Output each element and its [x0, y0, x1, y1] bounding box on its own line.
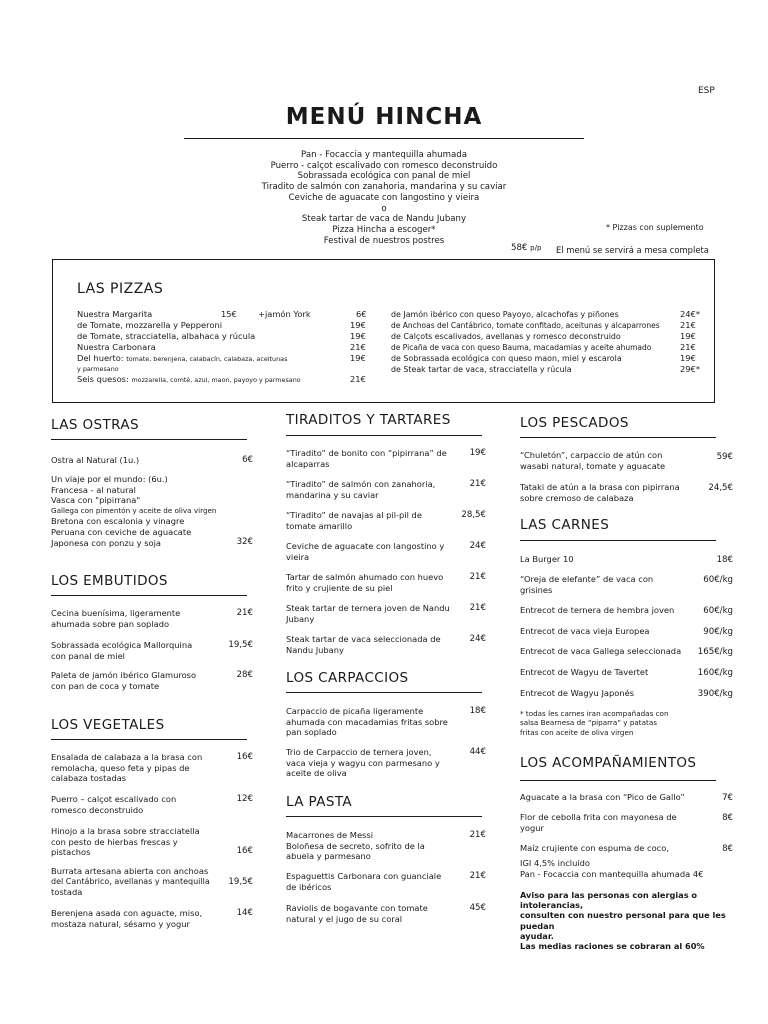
pizza-price: 19€ [350, 353, 366, 363]
menu-item [51, 794, 231, 815]
menu-item-line: Ceviche de aguacate con langostino y [286, 541, 445, 551]
menu-item-price: 60€/kg [703, 575, 733, 585]
menu-item-price: 19,5€ [228, 877, 253, 887]
menu-item-line: alcaparras [286, 458, 330, 469]
menu-item-price: 16€ [236, 846, 253, 856]
menu-item-line: romesco deconstruido [51, 804, 144, 815]
menu-item [286, 634, 461, 655]
menu-item: Entrecot de vaca vieja Europea [520, 626, 650, 636]
menu-item-line: tomate amarillo [286, 520, 353, 531]
menu-item-line: abuela y parmesano [286, 851, 371, 862]
menu-item-price: 16€ [236, 752, 253, 762]
menu-item-price: 21€ [469, 871, 486, 881]
menu-item [286, 747, 461, 779]
menu-item [286, 448, 461, 469]
menu-item-line: Peruana con ceviche de aguacate [51, 526, 192, 537]
pizza-item: de Jamón ibérico con queso Payoyo, alcachofas y piñones [391, 310, 619, 319]
menu-item [520, 574, 690, 595]
section-divider [286, 435, 482, 436]
menu-item-price: 19€ [469, 448, 486, 458]
menu-item-price: 14€ [236, 908, 253, 918]
menu-item [286, 572, 461, 593]
menu-item-line: Espaguettis Carbonara con guanciale [286, 871, 442, 881]
language-label[interactable]: ESP [698, 86, 715, 96]
menu-course: Ceviche de aguacate con langostino y vieira [288, 192, 480, 203]
menu-item [51, 640, 231, 661]
menu-item [51, 608, 231, 629]
allergy-line: consulten con nuestro personal para que les puedan [520, 910, 726, 931]
menu-item-line: con pan de coca y tomate [51, 680, 160, 691]
allergy-note [520, 890, 760, 951]
menu-item-line: Paleta de jamón ibérico Glamuroso [51, 670, 197, 680]
menu-item-line: sobre cremoso de calabaza [520, 492, 634, 503]
menu-item [51, 474, 236, 548]
menu-item-price: 21€ [469, 830, 486, 840]
menu-course: Festival de nuestros postres [323, 235, 445, 246]
menu-item-price: 8€ [722, 813, 733, 823]
menu-price-unit: p/p [530, 244, 542, 252]
menu-item: Entrecot de Wagyu de Tavertet [520, 667, 649, 677]
menu-item [51, 752, 231, 784]
menu-item-line: tostada [51, 887, 83, 898]
pizza-desc: tomate, berenjena, calabacín, calabaza, aceitunas [126, 355, 288, 363]
menu-item-line: “Tiradito” de navajas al pil-pil de [286, 510, 422, 520]
menu-item-price: 45€ [469, 903, 486, 913]
menu-item-line: Puerro – calçot escalivado con [51, 794, 177, 804]
section-title-pescados: LOS PESCADOS [520, 415, 629, 431]
pizza-price: 19€ [350, 320, 366, 330]
menu-item-line: ahumada con macadamias fritas sobre [286, 716, 448, 727]
pizza-desc: mozzarella, comté, azul, maon, payoyo y parmesano [131, 376, 301, 384]
section-title-embutidos: LOS EMBUTIDOS [51, 573, 168, 589]
menu-item-price: 60€/kg [703, 606, 733, 616]
section-title-vegetales: LOS VEGETALES [51, 717, 165, 733]
menu-item-price: 160€/kg [697, 668, 733, 678]
pizza-extra: +jamón York [258, 309, 311, 319]
menu-course: Steak tartar de vaca de Nandu Jubany [301, 214, 467, 225]
pizza-item: Nuestra Margarita [77, 309, 153, 319]
menu-item-line: Sobrassada ecológica Mallorquina [51, 640, 193, 650]
pizza-price: 21€ [680, 342, 696, 352]
menu-item-line: ahumada sobre pan soplado [51, 618, 170, 629]
section-divider [520, 540, 716, 541]
supplement-note: * Pizzas con suplemento [606, 223, 704, 232]
section-divider [520, 780, 716, 781]
pizza-name: Del huerto: [77, 353, 124, 363]
meats-note [520, 709, 720, 737]
menu-item [520, 482, 700, 503]
menu-item-line: Raviolis de bogavante con tomate [286, 903, 428, 913]
menu-item-price: 8€ [722, 844, 733, 854]
note-line: * todas les carnes iran acompañadas con [520, 709, 669, 718]
menu-item-line: vieira [286, 551, 310, 562]
menu-course: Pizza Hincha a escoger* [332, 224, 436, 235]
menu-item: Entrecot de ternera de hembra joven [520, 605, 675, 615]
menu-item [51, 826, 231, 858]
section-divider [520, 437, 716, 438]
menu-price-value: 58€ [511, 243, 528, 253]
menu-course: o [381, 203, 387, 214]
menu-item-line: mandarina y su caviar [286, 489, 379, 500]
table-note: El menú se servirá a mesa completa [556, 245, 709, 255]
menu-item-line: con panal de miel [51, 650, 125, 661]
pizza-item: de Tomate, stracciatella, albahaca y rúcula [77, 331, 256, 341]
menu-item-price: 18€ [469, 706, 486, 716]
menu-item-line: Vasca con "pipirrana" [51, 495, 141, 506]
menu-item-line: Hinojo a la brasa sobre stracciatella [51, 826, 200, 836]
menu-item-price: 18€ [716, 555, 733, 565]
menu-item-price: 165€/kg [697, 647, 733, 657]
menu-item-line: “Tiradito” de salmón con zanahoria, [286, 479, 436, 489]
igi-note: IGI 4,5% incluido [520, 858, 591, 868]
menu-item-line: Jubany [286, 613, 315, 624]
menu-item-line: “Chuletón”, carpaccio de atún con [520, 450, 663, 460]
menu-item-line: Bretona con escalonia y vinagre [51, 516, 185, 527]
section-title-carnes: LAS CARNES [520, 517, 610, 533]
menu-item-line: remolacha, queso feta y pipas de [51, 762, 190, 773]
menu-item-price: 7€ [722, 793, 733, 803]
menu-item [286, 479, 461, 500]
pizza-name: Seis quesos: [77, 374, 129, 384]
menu-item-line: aceite de oliva [286, 768, 347, 779]
section-divider [51, 439, 247, 440]
menu-item-price: 90€/kg [703, 627, 733, 637]
section-title-carpaccios: LOS CARPACCIOS [286, 670, 409, 686]
menu-hincha-courses [234, 150, 534, 246]
menu-item-price: 12€ [236, 794, 253, 804]
menu-item-line: Carpaccio de picaña ligeramente [286, 706, 424, 716]
menu-item: Aguacate a la brasa con “Pico de Gallo” [520, 792, 685, 802]
menu-item-line: vaca vieja y wagyu con parmesano y [286, 757, 440, 768]
pizza-price: 15€ [221, 309, 237, 319]
pizza-item: de Sobrassada ecológica con queso maon, miel y escarola [391, 354, 622, 363]
menu-item-line: yogur [520, 822, 544, 833]
menu-item-line: pistachos [51, 847, 91, 858]
menu-item [286, 903, 461, 924]
menu-item-line: “Oreja de elefante” de vaca con [520, 574, 654, 584]
menu-item-line: natural y el jugo de su coral [286, 913, 403, 924]
allergy-line: Aviso para las personas con alergias o intolerancias, [520, 890, 698, 911]
allergy-line: ayudar. [520, 930, 554, 941]
section-divider [286, 692, 482, 693]
section-divider [51, 595, 247, 596]
pizza-item: Nuestra Carbonara [77, 342, 156, 352]
menu-item-line: Japonesa con ponzu y soja [51, 537, 162, 548]
page-title: MENÚ HINCHA [285, 104, 483, 130]
menu-item-line: wasabi natural, tomate y aguacate [520, 460, 666, 471]
pizza-price: 21€ [350, 374, 366, 384]
menu-item-line: Cecina buenísima, ligeramente [51, 608, 181, 618]
title-divider [184, 138, 584, 139]
note-line: salsa Bearnesa de “piparra” y patatas [520, 718, 657, 728]
menu-item [51, 670, 231, 691]
pizza-item: de Anchoas del Cantábrico, tomate confitado, aceitunas y alcaparrones [391, 321, 660, 330]
menu-item-line: Burrata artesana abierta con anchoas [51, 866, 209, 876]
menu-item-price: 21€ [469, 603, 486, 613]
menu-item-price: 21€ [469, 572, 486, 582]
menu-item-line: Francesa - al natural [51, 484, 136, 495]
menu-item-line: “Tiradito” de bonito con “pipirrana” de [286, 448, 447, 458]
section-title-ostras: LAS OSTRAS [51, 417, 140, 433]
menu-item-line: del Cantábrico, avellanas y mantequilla [51, 876, 210, 886]
menu-item [286, 830, 461, 862]
menu-item-line: Steak tartar de vaca seleccionada de [286, 634, 441, 644]
menu-item: La Burger 10 [520, 554, 574, 564]
menu-item-line: mostaza natural, sésamo y yogur [51, 918, 190, 929]
menu-item-price: 32€ [236, 537, 253, 547]
menu-course: Sobrassada ecológica con panal de miel [297, 171, 471, 182]
menu-item: Maíz crujiente con espuma de coco, [520, 843, 669, 853]
menu-item-line: Flor de cebolla frita con mayonesa de [520, 812, 677, 822]
section-title-pasta: LA PASTA [286, 794, 353, 810]
menu-item-line: pan soplado [286, 727, 337, 738]
menu-item-line: con pesto de hierbas frescas y [51, 836, 178, 847]
pizzas-title: LAS PIZZAS [77, 281, 164, 297]
pizza-item: de Steak tartar de vaca, stracciatella y rúcula [391, 365, 572, 374]
pizza-price: 29€* [680, 364, 700, 374]
half-portion-note: Las medias raciones se cobraran al 60% [520, 941, 705, 952]
section-divider [286, 816, 482, 817]
menu-item-line: Steak tartar de ternera joven de Nandu [286, 603, 450, 613]
menu-item [286, 603, 461, 624]
menu-item-line: Berenjena asada con aguacte, miso, [51, 908, 203, 918]
menu-item [51, 866, 231, 898]
menu-item [286, 871, 461, 892]
menu-item [286, 510, 461, 531]
menu-item [520, 812, 700, 833]
menu-item-price: 21€ [469, 479, 486, 489]
menu-item-line: Tartar de salmón ahumado con huevo [286, 572, 444, 582]
menu-item-line: Tataki de atún a la brasa con pipirrana [520, 482, 680, 492]
section-divider [51, 739, 247, 740]
menu-course: Puerro - calçot escalivado con romesco deconstruido [270, 160, 498, 171]
menu-item [51, 908, 231, 929]
menu-item-line: Gallega con pimentón y aceite de oliva virgen [51, 505, 217, 515]
menu-item-line: Un viaje por el mundo: (6u.) [51, 474, 168, 484]
menu-item-price: 24,5€ [708, 483, 733, 493]
pizza-item: de Tomate, mozzarella y Pepperoni [77, 320, 223, 330]
pizza-price: 19€ [680, 353, 696, 363]
pizza-item: de Picaña de vaca con queso Bauma, macadamias y aceite ahumado [391, 343, 652, 352]
pizza-price: 24€* [680, 309, 700, 319]
menu-item-price: 28€ [236, 670, 253, 680]
menu-course: Tiradito de salmón con zanahoria, mandarina y su caviar [261, 182, 507, 193]
menu-item [520, 450, 700, 471]
menu-item-line: de ibéricos [286, 881, 332, 892]
pizza-desc: y parmesano [77, 365, 119, 373]
note-line: fritas con aceite de oliva virgen [520, 727, 634, 737]
menu-item-price: 59€ [716, 452, 733, 462]
menu-item-price: 24€ [469, 541, 486, 551]
menu-course: Pan - Focaccia y mantequilla ahumada [301, 150, 467, 160]
menu-item-price: 19,5€ [228, 640, 253, 650]
menu-item: Entrecot de vaca Gallega seleccionada [520, 646, 682, 656]
pizza-price: 21€ [350, 342, 366, 352]
menu-item: Entrecot de Wagyu Japonés [520, 688, 635, 698]
pizza-item [77, 374, 301, 386]
menu-item-line: Ensalada de calabaza a la brasa con [51, 752, 203, 762]
menu-item-line: Trio de Carpaccio de ternera joven, [286, 747, 432, 757]
pizza-item: de Calçots escalivados, avellanas y romesco deconstruido [391, 332, 621, 341]
menu-item-line: grisines [520, 584, 553, 595]
bread-note: Pan - Focaccia con mantequilla ahumada 4€ [520, 869, 704, 879]
menu-item-line: Nandu Jubany [286, 644, 344, 655]
section-title-acompanamientos: LOS ACOMPAÑAMIENTOS [520, 755, 697, 771]
menu-item-price: 44€ [469, 747, 486, 757]
menu-item [286, 541, 461, 562]
menu-item [286, 706, 461, 738]
menu-item-line: calabaza tostadas [51, 773, 127, 784]
pizza-extra-price: 6€ [356, 309, 367, 319]
menu-item-line: Macarrones de Messi [286, 830, 374, 840]
menu-item-price: 24€ [469, 634, 486, 644]
menu-item-price: 390€/kg [697, 689, 733, 699]
menu-item-line: frito y crujiente de su piel [286, 582, 393, 593]
menu-item-price: 28,5€ [461, 510, 486, 520]
menu-item-price: 6€ [242, 455, 253, 465]
section-title-tiraditos: TIRADITOS Y TARTARES [286, 412, 451, 428]
menu-item-price: 21€ [236, 608, 253, 618]
menu-item-line: Boloñesa de secreto, sofrito de la [286, 840, 425, 851]
pizza-price: 19€ [350, 331, 366, 341]
pizza-price: 21€ [680, 320, 696, 330]
menu-item: Ostra al Natural (1u.) [51, 455, 140, 465]
menu-price [511, 243, 541, 253]
pizza-price: 19€ [680, 331, 696, 341]
